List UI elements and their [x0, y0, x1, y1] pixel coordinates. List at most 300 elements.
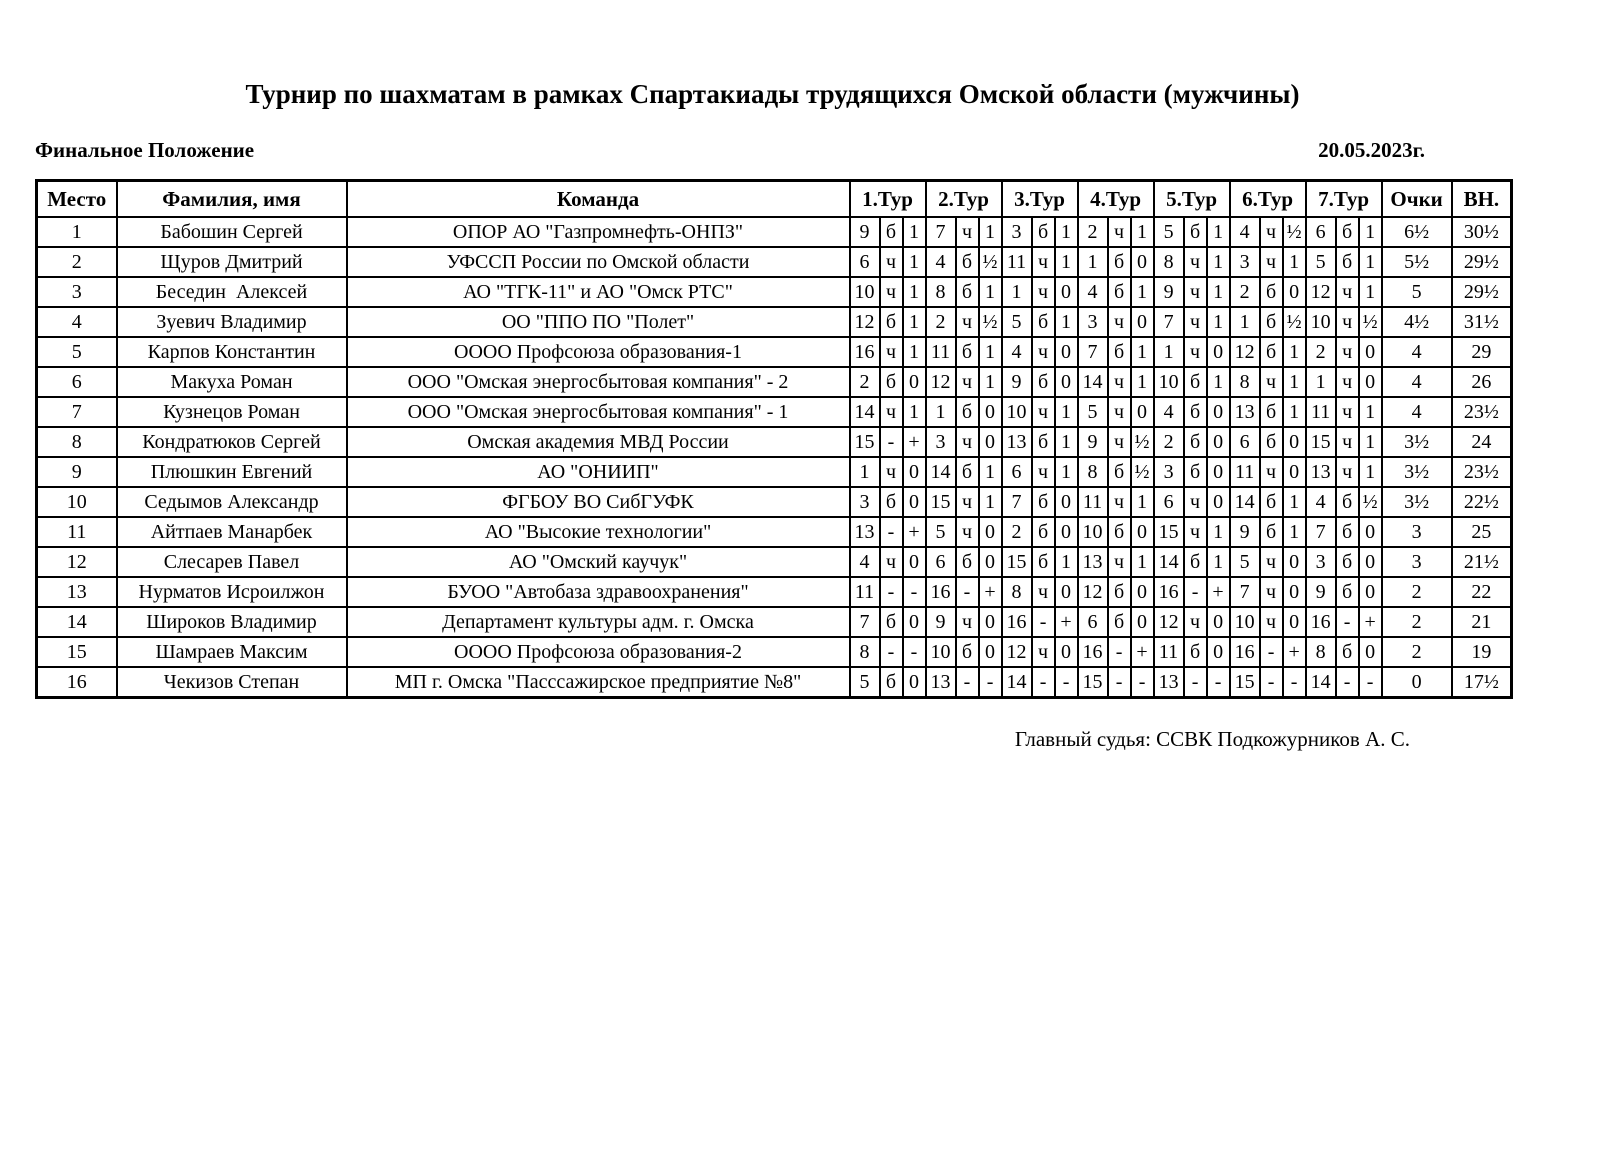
round-color-cell: ч — [1260, 457, 1283, 487]
round-result-cell: 0 — [1055, 517, 1078, 547]
round-color-cell: б — [880, 307, 903, 337]
round-result-cell: 0 — [1131, 397, 1154, 427]
round-opponent-cell: 14 — [850, 397, 880, 427]
team-cell: ОО "ППО ПО "Полет" — [347, 307, 850, 337]
round-color-cell: ч — [880, 547, 903, 577]
col-header-round-1: 1.Тур — [850, 181, 926, 218]
round-opponent-cell: 12 — [1306, 277, 1336, 307]
round-color-cell: ч — [880, 337, 903, 367]
results-table — [35, 179, 1513, 699]
round-result-cell: 0 — [1359, 337, 1382, 367]
points-cell: 4½ — [1382, 307, 1452, 337]
round-result-cell: 0 — [1283, 277, 1306, 307]
round-opponent-cell: 15 — [1154, 517, 1184, 547]
round-result-cell: 0 — [903, 667, 926, 698]
team-cell: УФССП России по Омской области — [347, 247, 850, 277]
buchholz-cell: 29½ — [1452, 247, 1512, 277]
player-name-cell: Беседин Алексей — [117, 277, 347, 307]
round-color-cell: - — [1336, 607, 1359, 637]
round-color-cell: ч — [1184, 307, 1207, 337]
points-cell: 6½ — [1382, 217, 1452, 247]
player-name-cell: Плюшкин Евгений — [117, 457, 347, 487]
round-opponent-cell: 16 — [926, 577, 956, 607]
round-result-cell: 1 — [1131, 337, 1154, 367]
round-result-cell: 0 — [1283, 457, 1306, 487]
buchholz-cell: 19 — [1452, 637, 1512, 667]
round-opponent-cell: 8 — [1154, 247, 1184, 277]
round-opponent-cell: 11 — [1002, 247, 1032, 277]
points-cell: 2 — [1382, 607, 1452, 637]
round-result-cell: 0 — [1055, 487, 1078, 517]
round-opponent-cell: 15 — [926, 487, 956, 517]
table-row — [37, 307, 1512, 337]
round-color-cell: ч — [1032, 247, 1055, 277]
round-result-cell: ½ — [979, 307, 1002, 337]
round-color-cell: ч — [1336, 307, 1359, 337]
round-opponent-cell: 15 — [1230, 667, 1260, 698]
round-result-cell: 0 — [903, 547, 926, 577]
round-opponent-cell: 4 — [850, 547, 880, 577]
round-color-cell: б — [1184, 367, 1207, 397]
round-color-cell: ч — [1108, 547, 1131, 577]
buchholz-cell: 17½ — [1452, 667, 1512, 698]
round-result-cell: 0 — [1131, 577, 1154, 607]
round-result-cell: 1 — [1207, 307, 1230, 337]
round-opponent-cell: 9 — [850, 217, 880, 247]
col-header-points: Очки — [1382, 181, 1452, 218]
place-cell: 1 — [37, 217, 117, 247]
round-result-cell: - — [903, 637, 926, 667]
round-opponent-cell: 8 — [926, 277, 956, 307]
table-row — [37, 427, 1512, 457]
round-result-cell: 0 — [1207, 637, 1230, 667]
round-result-cell: - — [1055, 667, 1078, 698]
round-opponent-cell: 11 — [1306, 397, 1336, 427]
round-result-cell: 0 — [979, 427, 1002, 457]
points-cell: 4 — [1382, 337, 1452, 367]
round-opponent-cell: 14 — [1002, 667, 1032, 698]
round-opponent-cell: 1 — [1154, 337, 1184, 367]
round-color-cell: ч — [956, 487, 979, 517]
round-color-cell: ч — [880, 457, 903, 487]
player-name-cell: Кондратюков Сергей — [117, 427, 347, 457]
round-opponent-cell: 16 — [1230, 637, 1260, 667]
round-opponent-cell: 3 — [1306, 547, 1336, 577]
round-color-cell: б — [1032, 487, 1055, 517]
round-color-cell: б — [1336, 487, 1359, 517]
team-cell: ОООО Профсоюза образования-1 — [347, 337, 850, 367]
col-header-name: Фамилия, имя — [117, 181, 347, 218]
place-cell: 10 — [37, 487, 117, 517]
round-color-cell: ч — [1032, 457, 1055, 487]
round-result-cell: 1 — [1055, 397, 1078, 427]
col-header-round-7: 7.Тур — [1306, 181, 1382, 218]
round-result-cell: 1 — [1055, 307, 1078, 337]
round-color-cell: б — [1260, 277, 1283, 307]
round-opponent-cell: 16 — [1002, 607, 1032, 637]
round-color-cell: - — [880, 577, 903, 607]
round-result-cell: 0 — [903, 367, 926, 397]
round-opponent-cell: 5 — [850, 667, 880, 698]
round-color-cell: - — [880, 517, 903, 547]
col-header-buchholz: ВН. — [1452, 181, 1512, 218]
col-header-round-3: 3.Тур — [1002, 181, 1078, 218]
round-color-cell: б — [1032, 517, 1055, 547]
buchholz-cell: 23½ — [1452, 397, 1512, 427]
round-result-cell: 0 — [1207, 487, 1230, 517]
player-name-cell: Нурматов Исроилжон — [117, 577, 347, 607]
points-cell: 3½ — [1382, 427, 1452, 457]
round-opponent-cell: 3 — [850, 487, 880, 517]
round-result-cell: - — [1207, 667, 1230, 698]
round-color-cell: ч — [1336, 427, 1359, 457]
round-opponent-cell: 6 — [1002, 457, 1032, 487]
place-cell: 2 — [37, 247, 117, 277]
round-opponent-cell: 4 — [1002, 337, 1032, 367]
place-cell: 4 — [37, 307, 117, 337]
table-row — [37, 577, 1512, 607]
round-color-cell: ч — [1032, 637, 1055, 667]
round-opponent-cell: 10 — [1078, 517, 1108, 547]
round-result-cell: 1 — [1283, 397, 1306, 427]
round-opponent-cell: 4 — [1078, 277, 1108, 307]
round-result-cell: 1 — [1283, 247, 1306, 277]
round-result-cell: 1 — [1131, 487, 1154, 517]
round-result-cell: 0 — [1283, 607, 1306, 637]
table-row — [37, 277, 1512, 307]
table-row — [37, 637, 1512, 667]
round-opponent-cell: 7 — [1078, 337, 1108, 367]
team-cell: БУОО "Автобаза здравоохранения" — [347, 577, 850, 607]
round-result-cell: - — [1283, 667, 1306, 698]
col-header-round-4: 4.Тур — [1078, 181, 1154, 218]
points-cell: 0 — [1382, 667, 1452, 698]
round-result-cell: 1 — [1359, 277, 1382, 307]
round-result-cell: 1 — [1131, 277, 1154, 307]
round-opponent-cell: 16 — [1078, 637, 1108, 667]
round-opponent-cell: 6 — [850, 247, 880, 277]
place-cell: 5 — [37, 337, 117, 367]
place-cell: 9 — [37, 457, 117, 487]
round-result-cell: - — [903, 577, 926, 607]
round-result-cell: ½ — [1283, 217, 1306, 247]
round-color-cell: б — [1108, 337, 1131, 367]
round-color-cell: б — [1336, 547, 1359, 577]
round-color-cell: ч — [1184, 487, 1207, 517]
team-cell: ОООО Профсоюза образования-2 — [347, 637, 850, 667]
round-result-cell: 1 — [903, 247, 926, 277]
round-opponent-cell: 11 — [1154, 637, 1184, 667]
round-opponent-cell: 11 — [1078, 487, 1108, 517]
round-opponent-cell: 2 — [1306, 337, 1336, 367]
round-color-cell: ч — [1184, 517, 1207, 547]
round-opponent-cell: 10 — [1306, 307, 1336, 337]
round-color-cell: б — [1336, 637, 1359, 667]
round-opponent-cell: 3 — [1154, 457, 1184, 487]
round-opponent-cell: 2 — [1230, 277, 1260, 307]
points-cell: 5½ — [1382, 247, 1452, 277]
round-color-cell: б — [1336, 517, 1359, 547]
round-color-cell: ч — [1336, 337, 1359, 367]
round-color-cell: - — [956, 667, 979, 698]
round-result-cell: 1 — [1283, 517, 1306, 547]
round-opponent-cell: 13 — [1154, 667, 1184, 698]
round-opponent-cell: 4 — [1230, 217, 1260, 247]
team-cell: АО "Омский каучук" — [347, 547, 850, 577]
round-opponent-cell: 8 — [1230, 367, 1260, 397]
round-opponent-cell: 1 — [1002, 277, 1032, 307]
round-result-cell: 1 — [979, 337, 1002, 367]
round-opponent-cell: 13 — [1002, 427, 1032, 457]
round-color-cell: ч — [1260, 577, 1283, 607]
round-result-cell: 0 — [979, 517, 1002, 547]
round-opponent-cell: 10 — [926, 637, 956, 667]
round-opponent-cell: 9 — [926, 607, 956, 637]
round-opponent-cell: 6 — [1306, 217, 1336, 247]
col-header-team: Команда — [347, 181, 850, 218]
player-name-cell: Айтпаев Манарбек — [117, 517, 347, 547]
round-color-cell: б — [1184, 547, 1207, 577]
buchholz-cell: 21½ — [1452, 547, 1512, 577]
round-color-cell: б — [956, 277, 979, 307]
table-row — [37, 217, 1512, 247]
round-color-cell: ч — [1108, 397, 1131, 427]
round-result-cell: 0 — [1055, 337, 1078, 367]
round-result-cell: ½ — [1283, 307, 1306, 337]
round-color-cell: б — [1032, 217, 1055, 247]
round-opponent-cell: 9 — [1230, 517, 1260, 547]
round-result-cell: 0 — [1207, 337, 1230, 367]
round-color-cell: ч — [956, 217, 979, 247]
round-result-cell: - — [1359, 667, 1382, 698]
round-result-cell: 0 — [1359, 637, 1382, 667]
round-result-cell: + — [979, 577, 1002, 607]
round-result-cell: 0 — [979, 637, 1002, 667]
team-cell: ОПОР АО "Газпромнефть-ОНПЗ" — [347, 217, 850, 247]
round-result-cell: - — [979, 667, 1002, 698]
player-name-cell: Чекизов Степан — [117, 667, 347, 698]
round-opponent-cell: 5 — [1230, 547, 1260, 577]
round-opponent-cell: 16 — [1306, 607, 1336, 637]
round-result-cell: + — [1055, 607, 1078, 637]
round-opponent-cell: 3 — [1078, 307, 1108, 337]
round-color-cell: б — [956, 457, 979, 487]
round-result-cell: 1 — [979, 457, 1002, 487]
round-color-cell: ч — [956, 607, 979, 637]
round-color-cell: б — [1184, 397, 1207, 427]
round-color-cell: б — [1336, 217, 1359, 247]
table-row — [37, 247, 1512, 277]
round-result-cell: 0 — [979, 607, 1002, 637]
round-result-cell: + — [1283, 637, 1306, 667]
table-header-row — [37, 181, 1512, 218]
round-opponent-cell: 4 — [1306, 487, 1336, 517]
date-label: 20.05.2023г. — [1318, 138, 1425, 162]
round-opponent-cell: 8 — [1078, 457, 1108, 487]
round-color-cell: - — [880, 637, 903, 667]
team-cell: ФГБОУ ВО СибГУФК — [347, 487, 850, 517]
round-result-cell: + — [1131, 637, 1154, 667]
points-cell: 2 — [1382, 577, 1452, 607]
round-result-cell: 0 — [903, 487, 926, 517]
round-result-cell: 0 — [1359, 367, 1382, 397]
buchholz-cell: 21 — [1452, 607, 1512, 637]
round-result-cell: 0 — [1207, 427, 1230, 457]
round-color-cell: б — [956, 547, 979, 577]
place-cell: 11 — [37, 517, 117, 547]
table-row — [37, 487, 1512, 517]
round-color-cell: б — [956, 337, 979, 367]
round-color-cell: - — [1108, 667, 1131, 698]
round-opponent-cell: 10 — [1230, 607, 1260, 637]
round-opponent-cell: 9 — [1078, 427, 1108, 457]
round-color-cell: б — [1032, 547, 1055, 577]
round-result-cell: 1 — [1131, 367, 1154, 397]
points-cell: 2 — [1382, 637, 1452, 667]
round-result-cell: 1 — [1283, 487, 1306, 517]
round-opponent-cell: 8 — [1306, 637, 1336, 667]
round-opponent-cell: 8 — [850, 637, 880, 667]
round-result-cell: 1 — [1055, 547, 1078, 577]
team-cell: АО "ОНИИП" — [347, 457, 850, 487]
round-result-cell: 1 — [1359, 427, 1382, 457]
round-color-cell: ч — [956, 307, 979, 337]
points-cell: 5 — [1382, 277, 1452, 307]
round-result-cell: 1 — [903, 307, 926, 337]
round-result-cell: 0 — [1207, 457, 1230, 487]
points-cell: 3½ — [1382, 487, 1452, 517]
round-opponent-cell: 10 — [1154, 367, 1184, 397]
round-opponent-cell: 9 — [1154, 277, 1184, 307]
round-color-cell: б — [1108, 577, 1131, 607]
round-opponent-cell: 5 — [1002, 307, 1032, 337]
points-cell: 3 — [1382, 547, 1452, 577]
team-cell: ООО "Омская энергосбытовая компания" - 2 — [347, 367, 850, 397]
points-cell: 4 — [1382, 367, 1452, 397]
round-opponent-cell: 3 — [1230, 247, 1260, 277]
round-color-cell: ч — [880, 247, 903, 277]
round-color-cell: ч — [1260, 217, 1283, 247]
round-opponent-cell: 6 — [1230, 427, 1260, 457]
round-color-cell: - — [1260, 667, 1283, 698]
chief-judge-line: Главный судья: ССВК Подкожурников А. С. — [1014, 727, 1410, 751]
round-color-cell: ч — [1032, 277, 1055, 307]
round-opponent-cell: 9 — [1306, 577, 1336, 607]
round-color-cell: б — [880, 487, 903, 517]
round-color-cell: б — [1108, 277, 1131, 307]
round-result-cell: 0 — [1207, 607, 1230, 637]
player-name-cell: Карпов Константин — [117, 337, 347, 367]
round-color-cell: - — [1108, 637, 1131, 667]
buchholz-cell: 22 — [1452, 577, 1512, 607]
round-result-cell: 1 — [1055, 457, 1078, 487]
round-result-cell: 0 — [1055, 637, 1078, 667]
round-opponent-cell: 2 — [1078, 217, 1108, 247]
player-name-cell: Кузнецов Роман — [117, 397, 347, 427]
round-color-cell: б — [1108, 517, 1131, 547]
round-color-cell: б — [956, 397, 979, 427]
place-cell: 16 — [37, 667, 117, 698]
round-opponent-cell: 5 — [1154, 217, 1184, 247]
round-opponent-cell: 5 — [926, 517, 956, 547]
round-opponent-cell: 16 — [1154, 577, 1184, 607]
round-result-cell: 0 — [979, 397, 1002, 427]
round-opponent-cell: 15 — [850, 427, 880, 457]
round-result-cell: 1 — [1131, 547, 1154, 577]
round-result-cell: 1 — [979, 367, 1002, 397]
round-result-cell: 0 — [1359, 547, 1382, 577]
round-opponent-cell: 15 — [1306, 427, 1336, 457]
round-color-cell: - — [1184, 667, 1207, 698]
round-opponent-cell: 5 — [1078, 397, 1108, 427]
round-color-cell: б — [1336, 247, 1359, 277]
round-opponent-cell: 11 — [1230, 457, 1260, 487]
buchholz-cell: 22½ — [1452, 487, 1512, 517]
round-color-cell: ч — [1108, 217, 1131, 247]
round-color-cell: - — [956, 577, 979, 607]
round-opponent-cell: 9 — [1002, 367, 1032, 397]
round-color-cell: б — [956, 637, 979, 667]
round-result-cell: + — [903, 427, 926, 457]
round-color-cell: б — [880, 367, 903, 397]
round-opponent-cell: 14 — [926, 457, 956, 487]
round-result-cell: 0 — [1131, 517, 1154, 547]
round-result-cell: ½ — [1359, 307, 1382, 337]
round-result-cell: 0 — [1055, 577, 1078, 607]
player-name-cell: Бабошин Сергей — [117, 217, 347, 247]
round-opponent-cell: 4 — [926, 247, 956, 277]
team-cell: АО "ТГК-11" и АО "Омск РТС" — [347, 277, 850, 307]
col-header-round-2: 2.Тур — [926, 181, 1002, 218]
round-opponent-cell: 1 — [1230, 307, 1260, 337]
round-color-cell: б — [1184, 637, 1207, 667]
round-opponent-cell: 1 — [1306, 367, 1336, 397]
round-opponent-cell: 2 — [1154, 427, 1184, 457]
round-color-cell: б — [1260, 487, 1283, 517]
round-opponent-cell: 12 — [1078, 577, 1108, 607]
team-cell: МП г. Омска "Пасссажирское предприятие №8" — [347, 667, 850, 698]
place-cell: 6 — [37, 367, 117, 397]
round-color-cell: б — [1260, 427, 1283, 457]
round-color-cell: ч — [1184, 337, 1207, 367]
round-color-cell: б — [1032, 427, 1055, 457]
round-result-cell: 1 — [903, 397, 926, 427]
round-result-cell: 0 — [979, 547, 1002, 577]
round-opponent-cell: 4 — [1154, 397, 1184, 427]
round-opponent-cell: 15 — [1078, 667, 1108, 698]
round-opponent-cell: 6 — [1154, 487, 1184, 517]
round-color-cell: б — [1108, 457, 1131, 487]
round-color-cell: - — [1032, 607, 1055, 637]
round-color-cell: ч — [1032, 337, 1055, 367]
buchholz-cell: 25 — [1452, 517, 1512, 547]
buchholz-cell: 26 — [1452, 367, 1512, 397]
round-color-cell: б — [1108, 607, 1131, 637]
round-result-cell: 1 — [903, 277, 926, 307]
round-result-cell: 1 — [979, 487, 1002, 517]
round-opponent-cell: 1 — [850, 457, 880, 487]
round-opponent-cell: 7 — [1154, 307, 1184, 337]
round-result-cell: 0 — [1131, 307, 1154, 337]
round-result-cell: 1 — [1359, 397, 1382, 427]
round-result-cell: 0 — [1207, 397, 1230, 427]
buchholz-cell: 29 — [1452, 337, 1512, 367]
buchholz-cell: 24 — [1452, 427, 1512, 457]
player-name-cell: Щуров Дмитрий — [117, 247, 347, 277]
round-result-cell: 1 — [979, 217, 1002, 247]
page-title: Турнир по шахматам в рамках Спартакиады трудящихся Омской области (мужчины) — [245, 79, 1300, 109]
round-result-cell: 0 — [1131, 607, 1154, 637]
